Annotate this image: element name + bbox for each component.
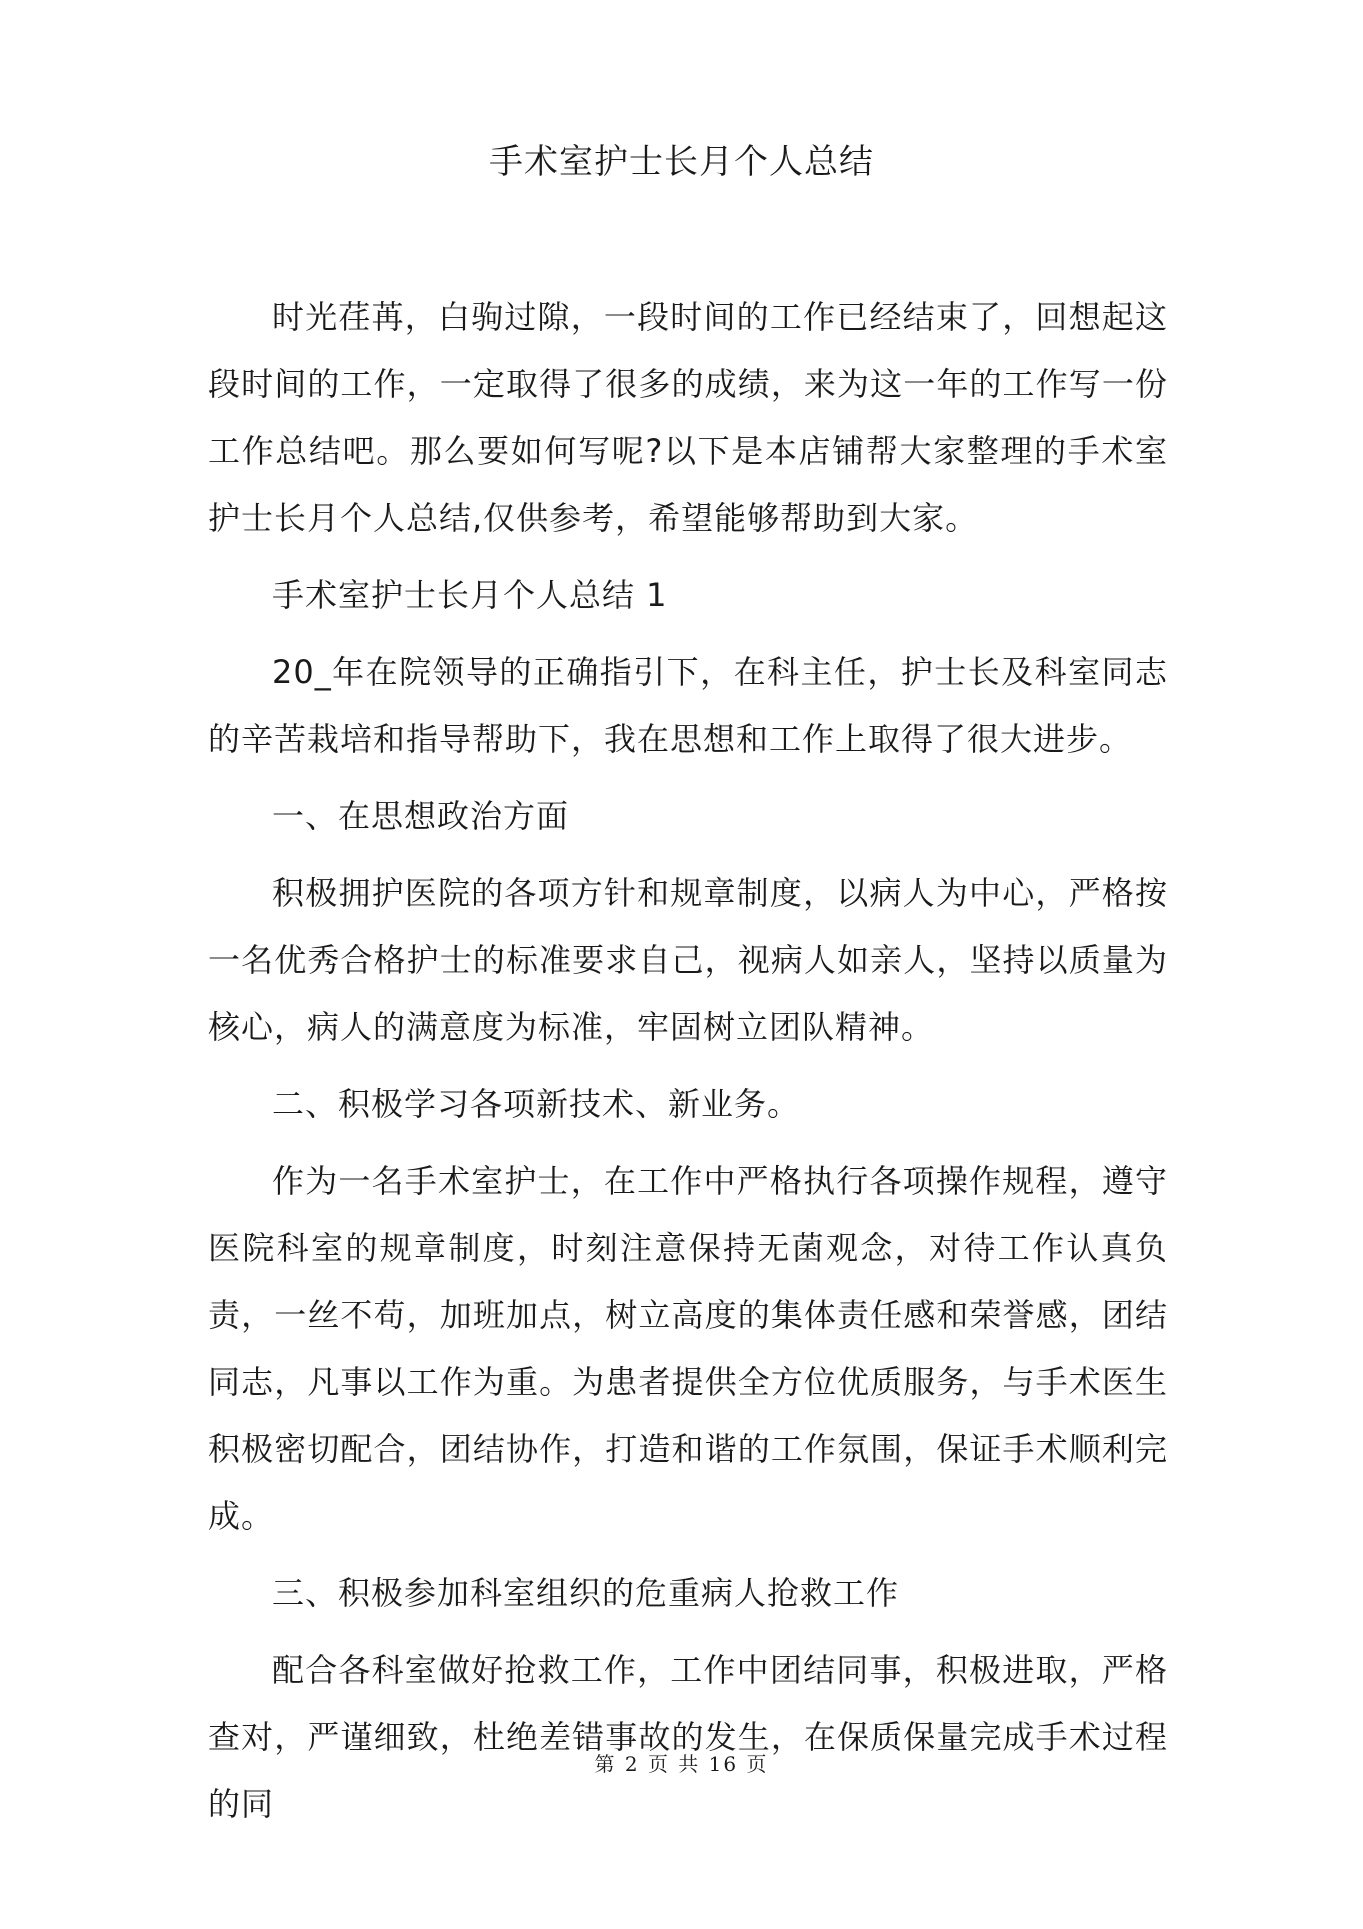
section-heading-politics: 一、在思想政治方面 <box>272 797 570 835</box>
paragraph-rescue: 配合各科室做好抢救工作，工作中团结同事，积极进取，严格查对，严谨细致，杜绝差错事故的发生，在保质保量完成手术过程的同 <box>208 1651 1168 1823</box>
document-body <box>208 284 1168 1848</box>
page-footer: 第 2 页 共 16 页 <box>594 1752 769 1776</box>
paragraph-politics: 积极拥护医院的各项方针和规章制度，以病人为中心，严格按一名优秀合格护士的标准要求自己，视病人如亲人，坚持以质量为核心，病人的满意度为标准，牢固树立团队精神。 <box>208 874 1168 1046</box>
paragraph-intro: 时光荏苒，白驹过隙，一段时间的工作已经结束了，回想起这段时间的工作，一定取得了很多的成绩，来为这一年的工作写一份工作总结吧。那么要如何写呢?以下是本店铺帮大家整理的手术室护士长月个人总结,仅供参考，希望能够帮助到大家。 <box>208 298 1168 537</box>
paragraph-learning: 作为一名手术室护士，在工作中严格执行各项操作规程，遵守医院科室的规章制度，时刻注意保持无菌观念，对待工作认真负责，一丝不苟，加班加点，树立高度的集体责任感和荣誉感，团结同志，凡事以工作为重。为患者提供全方位优质服务，与手术医生积极密切配合，团结协作，打造和谐的工作氛围，保证手术顺利完成。 <box>208 1162 1168 1535</box>
section-heading-summary-1: 手术室护士长月个人总结 1 <box>272 576 668 614</box>
section-heading-learning: 二、积极学习各项新技术、新业务。 <box>272 1085 801 1123</box>
section-heading-rescue: 三、积极参加科室组织的危重病人抢救工作 <box>272 1574 900 1612</box>
document-title: 手术室护士长月个人总结 <box>489 142 874 182</box>
paragraph-overview: 20_年在院领导的正确指引下，在科主任，护士长及科室同志的辛苦栽培和指导帮助下，我在思想和工作上取得了很大进步。 <box>208 653 1168 758</box>
